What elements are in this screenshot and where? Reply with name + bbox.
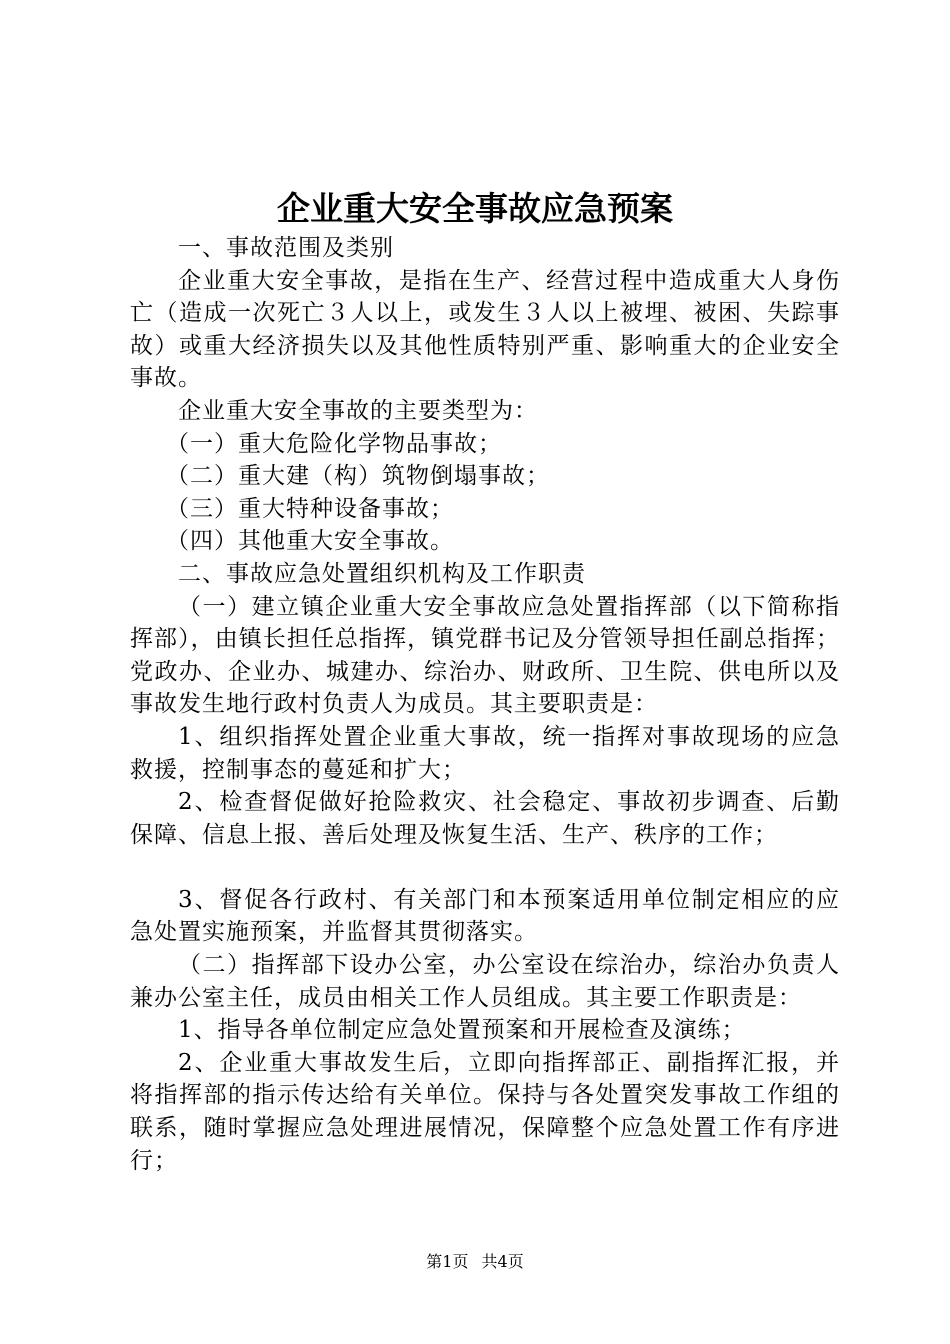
paragraph-office: （二）指挥部下设办公室，办公室设在综治办，综治办负责人兼办公室主任，成员由相关工作人员组成。其主要工作职责是： <box>130 952 840 1011</box>
list-item-duty-3: 3、督促各行政村、有关部门和本预案适用单位制定相应的应急处置实施预案，并监督其贯彻落实。 <box>130 886 840 946</box>
blank-line <box>130 851 840 884</box>
document-body <box>130 232 840 1177</box>
page-total: 共4页 <box>481 1252 524 1271</box>
paragraph-types-intro: 企业重大安全事故的主要类型为： <box>178 397 538 424</box>
document-title: 企业重大安全事故应急预案 <box>277 189 673 228</box>
list-item-duty-1: 1、组织指挥处置企业重大事故，统一指挥对事故现场的应急救援，控制事态的蔓延和扩大； <box>130 723 840 783</box>
list-item-type-3: （三）重大特种设备事故； <box>166 495 454 522</box>
list-item-type-1: （一）重大危险化学物品事故； <box>166 430 502 457</box>
list-item-office-duty-2: 2、企业重大事故发生后，立即向指挥部正、副指挥汇报，并将指挥部的指示传达给有关单位。保持与各处置突发事故工作组的联系，随时掌握应急处理进展情况，保障整个应急处置工作有序进行； <box>130 1049 840 1174</box>
list-item-type-2: （二）重大建（构）筑物倒塌事故； <box>166 463 550 490</box>
paragraph-definition: 企业重大安全事故，是指在生产、经营过程中造成重大人身伤亡（造成一次死亡３人以上，或发生３人以上被埋、被困、失踪事故）或重大经济损失以及其他性质特别严重、影响重大的企业安全事故。 <box>130 267 840 392</box>
page-footer <box>0 1250 950 1274</box>
section-heading-2: 二、事故应急处置组织机构及工作职责 <box>178 560 586 587</box>
paragraph-command-center: （一）建立镇企业重大安全事故应急处置指挥部（以下简称指挥部），由镇长担任总指挥，镇党群书记及分管领导担任副总指挥；党政办、企业办、城建办、综治办、财政所、卫生院、供电所以及事故发生地行政村负责人为成员。其主要职责是： <box>130 593 840 718</box>
list-item-office-duty-1: 1、指导各单位制定应急处置预案和开展检查及演练； <box>178 1017 746 1044</box>
page-number: 第1页 <box>426 1252 469 1271</box>
section-heading-1: 一、事故范围及类别 <box>178 235 394 261</box>
list-item-type-4: （四）其他重大安全事故。 <box>166 528 454 555</box>
list-item-duty-2: 2、检查督促做好抢险救灾、社会稳定、事故初步调查、后勤保障、信息上报、善后处理及恢复生活、生产、秩序的工作； <box>130 789 840 848</box>
